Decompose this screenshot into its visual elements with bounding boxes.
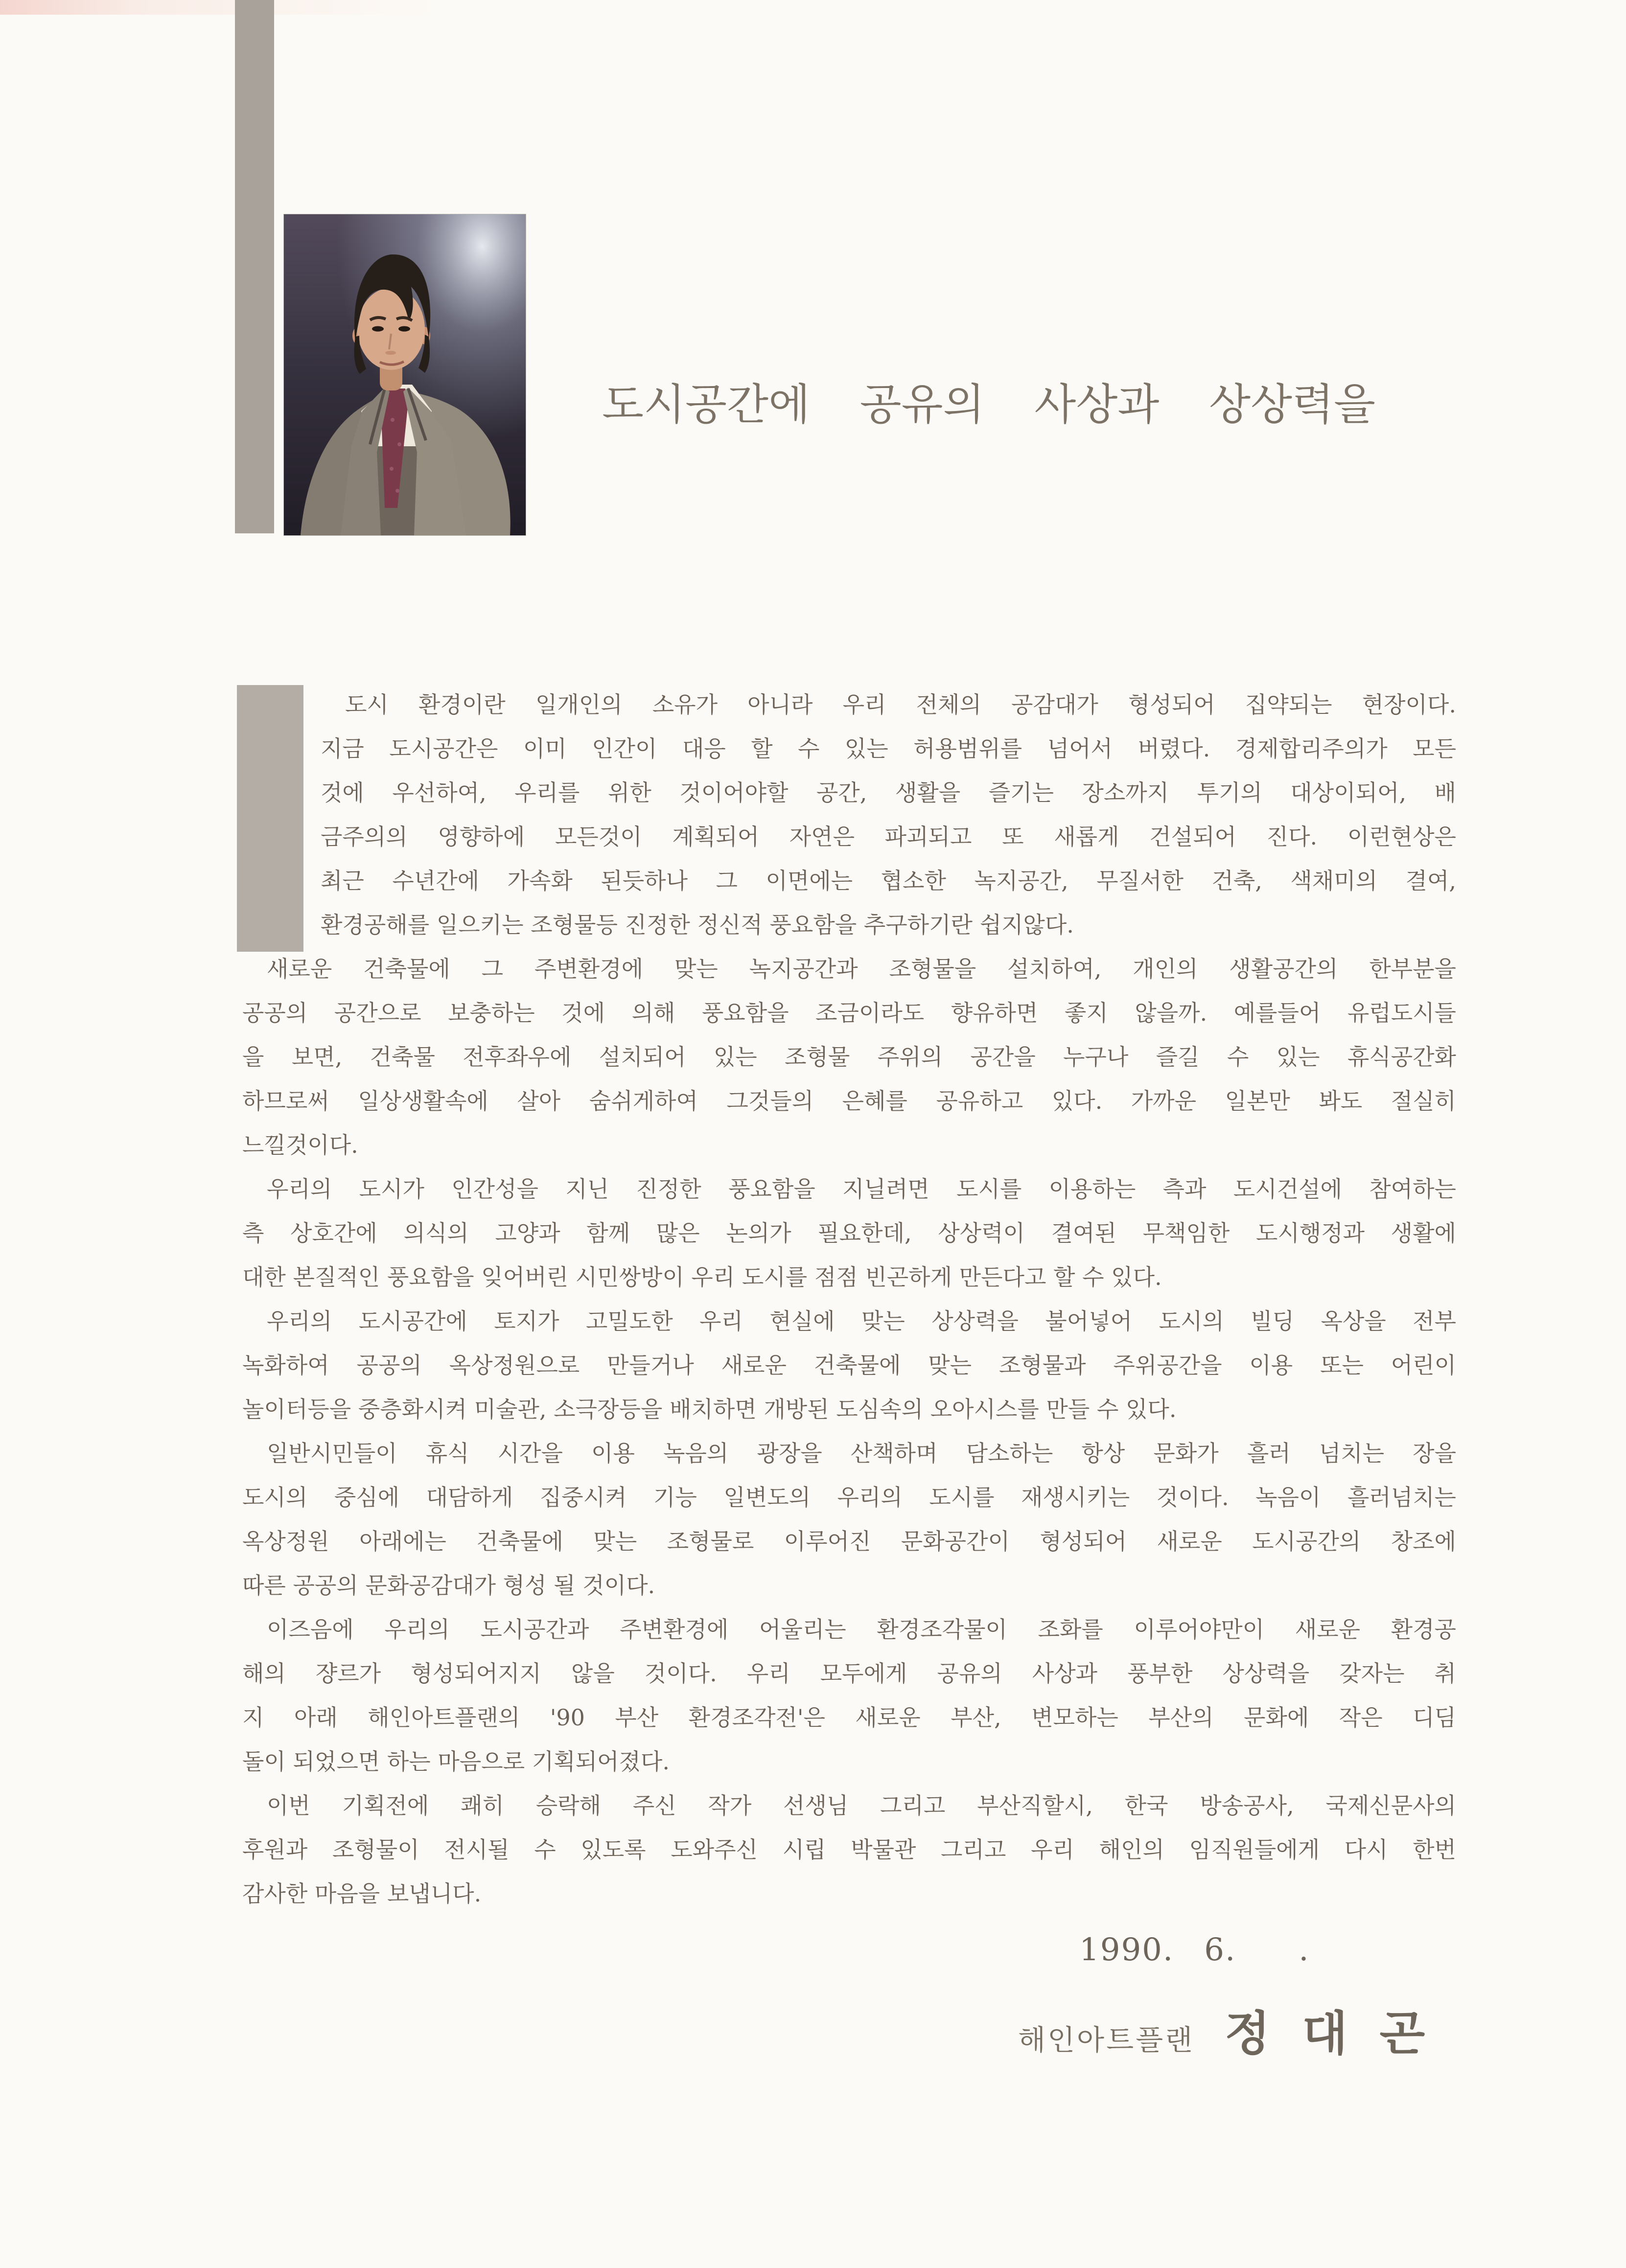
date-month: 6. xyxy=(1204,1932,1236,1968)
text-line: 환경공해를 일으키는 조형물등 진정한 정신적 풍요함을 추구하기란 쉽지않다. xyxy=(321,912,1074,938)
essay-body-paragraphs xyxy=(242,947,1456,1916)
text-line: 돌이 되었으면 하는 마음으로 기획되어졌다. xyxy=(242,1748,670,1775)
text-line: 측 상호간에 의식의 고양과 함께 많은 논의가 필요한데, 상상력이 결여된 무책임한 도시행정과 생활에 xyxy=(242,1220,1456,1246)
text-line: 최근 수년간에 가속화 된듯하나 그 이면에는 협소한 녹지공간, 무질서한 건축, 색채미의 결여, xyxy=(321,868,1456,894)
portrait-illustration xyxy=(284,214,526,535)
date-year: 1990. xyxy=(1079,1932,1174,1968)
text-line: 금주의의 영향하에 모든것이 계획되어 자연은 파괴되고 또 새롭게 건설되어 진다. 이런현상은 xyxy=(321,824,1456,850)
text-line: 지 아래 해인아트플랜의 '90 부산 환경조각전'은 새로운 부산, 변모하는 부산의 문화에 작은 디딤 xyxy=(242,1704,1456,1731)
text-line: 하므로써 일상생활속에 살아 숨쉬게하여 그것들의 은혜를 공유하고 있다. 가까운 일본만 봐도 절실히 xyxy=(242,1088,1456,1114)
paragraph-accent-bar xyxy=(237,685,303,952)
text-line: 일반시민들이 휴식 시간을 이용 녹음의 광장을 산책하며 담소하는 항상 문화가 흘러 넘치는 장을 xyxy=(267,1440,1456,1466)
date-line xyxy=(1079,1932,1310,1968)
text-line: 옥상정원 아래에는 건축물에 맞는 조형물로 이루어진 문화공간이 형성되어 새로운 도시공간의 창조에 xyxy=(242,1528,1456,1555)
date-day: . xyxy=(1299,1932,1310,1968)
signature-name: 정 대 곤 xyxy=(1225,2006,1433,2061)
text-line: 놀이터등을 중층화시켜 미술관, 소극장등을 배치하면 개방된 도심속의 오아시스를 만들 수 있다. xyxy=(242,1396,1177,1422)
text-line: 새로운 건축물에 그 주변환경에 맞는 녹지공간과 조형물을 설치하여, 개인의 생활공간의 한부분을 xyxy=(267,956,1456,982)
text-line: 지금 도시공간은 이미 인간이 대응 할 수 있는 허용범위를 넘어서 버렸다. 경제합리주의가 모든 xyxy=(321,735,1456,762)
text-line: 도시 환경이란 일개인의 소유가 아니라 우리 전체의 공감대가 형성되어 집약되는 현장이다. xyxy=(345,691,1456,718)
text-line: 우리의 도시공간에 토지가 고밀도한 우리 현실에 맞는 상상력을 불어넣어 도시의 빌딩 옥상을 전부 xyxy=(267,1308,1456,1334)
essay-lead-paragraph xyxy=(321,683,1456,947)
text-line: 이번 기획전에 쾌히 승락해 주신 작가 선생님 그리고 부산직할시, 한국 방송공사, 국제신문사의 xyxy=(267,1792,1456,1819)
text-line: 공공의 공간으로 보충하는 것에 의해 풍요함을 조금이라도 향유하면 좋지 않을까. 예를들어 유럽도시들 xyxy=(242,1000,1456,1026)
decorative-top-bar xyxy=(235,0,274,533)
text-line: 느낄것이다. xyxy=(242,1132,358,1158)
text-line: 녹화하여 공공의 옥상정원으로 만들거나 새로운 건축물에 맞는 조형물과 주위공간을 이용 또는 어린이 xyxy=(242,1352,1456,1378)
signature-line xyxy=(1018,1996,1433,2063)
text-line: 을 보면, 건축물 전후좌우에 설치되어 있는 조형물 주위의 공간을 누구나 즐길 수 있는 휴식공간화 xyxy=(242,1044,1456,1070)
text-line: 해의 쟝르가 형성되어지지 않을 것이다. 우리 모두에게 공유의 사상과 풍부한 상상력을 갖자는 취 xyxy=(242,1660,1456,1687)
text-line: 것에 우선하여, 우리를 위한 것이어야할 공간, 생활을 즐기는 장소까지 투기의 대상이되어, 배 xyxy=(321,779,1456,806)
text-line: 도시의 중심에 대담하게 집중시켜 기능 일변도의 우리의 도시를 재생시키는 것이다. 녹음이 흘러넘치는 xyxy=(242,1484,1456,1511)
text-line: 우리의 도시가 인간성을 지닌 진정한 풍요함을 지닐려면 도시를 이용하는 측과 도시건설에 참여하는 xyxy=(267,1176,1456,1202)
signature-organization: 해인아트플랜 xyxy=(1018,2023,1195,2057)
text-line: 감사한 마음을 보냅니다. xyxy=(242,1880,482,1907)
portrait-photo xyxy=(284,214,526,535)
text-line: 이즈음에 우리의 도시공간과 주변환경에 어울리는 환경조각물이 조화를 이루어야만이 새로운 환경공 xyxy=(267,1616,1456,1643)
text-line: 후원과 조형물이 전시될 수 있도록 도와주신 시립 박물관 그리고 우리 해인의 임직원들에게 다시 한번 xyxy=(242,1836,1456,1863)
text-line: 대한 본질적인 풍요함을 잊어버린 시민쌍방이 우리 도시를 점점 빈곤하게 만든다고 할 수 있다. xyxy=(242,1264,1162,1290)
text-line: 따른 공공의 문화공감대가 형성 될 것이다. xyxy=(242,1572,655,1599)
page-title: 도시공간에 공유의 사상과 상상력을 xyxy=(602,379,1375,430)
